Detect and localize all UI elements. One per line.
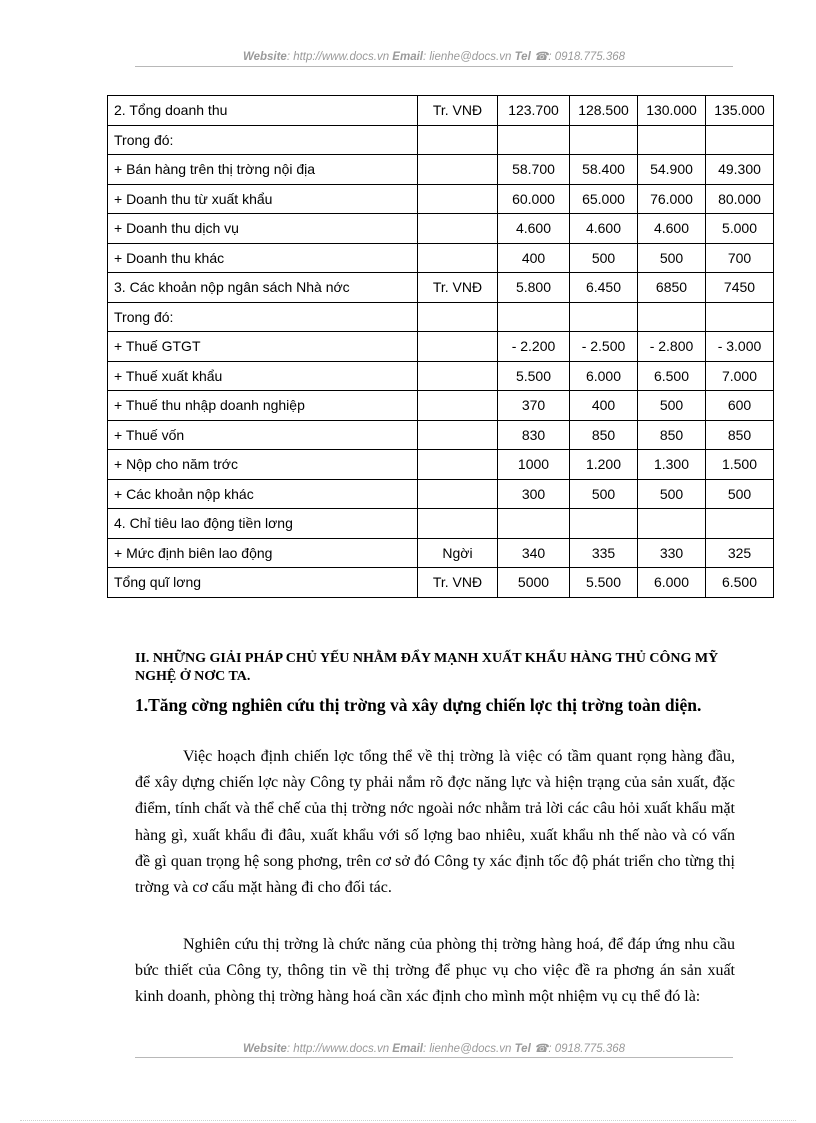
row-value: 5.800	[498, 273, 570, 303]
row-value: 54.900	[638, 155, 706, 185]
row-value: 850	[638, 420, 706, 450]
website-value[interactable]: : http://www.docs.vn	[286, 51, 390, 63]
paragraph-1: Việc hoạch định chiến lợc tổng thể về thị trờng là việc có tầm quant rọng hàng đầu, để xây dựng chiến lợc này Công ty phải nắm rõ đợc năng lực và hiện trạng của sản xuất, đặc điểm, tính chất và thể chế của thị trờng nớc ngoài nớc nhằm trả lời các câu hỏi xuất khẩu mặt hàng gì, xuất khẩu đi đâu, xuất khẩu với số lợng bao nhiêu, xuất khẩu nh thế nào và có vấn đề gì quan trọng hệ song phơng, trên cơ sở đó Công ty xác định tốc độ phát triển cho từng thị trờng và cơ cấu mặt hàng đi cho đối tác.	[135, 748, 735, 897]
row-value	[570, 125, 638, 155]
row-unit	[418, 125, 498, 155]
table-row	[108, 538, 774, 568]
table-row	[108, 125, 774, 155]
row-value: 6.000	[638, 568, 706, 598]
row-value: 6850	[638, 273, 706, 303]
row-value: 6.500	[638, 361, 706, 391]
row-label: + Các khoản nộp khác	[108, 479, 418, 509]
row-unit	[418, 214, 498, 244]
row-label: + Doanh thu dịch vụ	[108, 214, 418, 244]
row-value: 65.000	[570, 184, 638, 214]
tel-value: : 0918.775.368	[548, 51, 626, 63]
row-value: 49.300	[706, 155, 774, 185]
row-value	[706, 302, 774, 332]
row-unit	[418, 450, 498, 480]
page-footer	[135, 1041, 733, 1055]
row-value: 4.600	[570, 214, 638, 244]
row-value: 500	[638, 391, 706, 421]
row-value: 500	[638, 479, 706, 509]
website-label: Website	[242, 51, 287, 63]
table-row	[108, 302, 774, 332]
row-unit: Tr. VNĐ	[418, 96, 498, 126]
row-value: - 2.200	[498, 332, 570, 362]
footer-email-label: Email	[392, 1043, 423, 1055]
row-unit	[418, 361, 498, 391]
email-label: Email	[392, 51, 423, 63]
row-label: Trong đó:	[108, 302, 418, 332]
table-row	[108, 214, 774, 244]
row-value: 370	[498, 391, 570, 421]
row-value	[638, 302, 706, 332]
row-value: - 2.500	[570, 332, 638, 362]
footer-website-value[interactable]: : http://www.docs.vn	[286, 1043, 390, 1055]
row-label: 2. Tổng doanh thu	[108, 96, 418, 126]
row-unit	[418, 509, 498, 539]
row-value: 5.500	[498, 361, 570, 391]
row-value	[570, 509, 638, 539]
table-row	[108, 479, 774, 509]
row-label: 4. Chỉ tiêu lao động tiền lơng	[108, 509, 418, 539]
phone-icon: ☎	[533, 51, 549, 63]
row-label: + Nộp cho năm trớc	[108, 450, 418, 480]
row-value: 300	[498, 479, 570, 509]
row-value: 600	[706, 391, 774, 421]
row-value: 4.600	[638, 214, 706, 244]
row-value: 7.000	[706, 361, 774, 391]
row-value: 76.000	[638, 184, 706, 214]
phone-icon: ☎	[533, 1043, 549, 1055]
row-value: - 2.800	[638, 332, 706, 362]
table-row	[108, 155, 774, 185]
row-value: 123.700	[498, 96, 570, 126]
tel-label: Tel	[514, 51, 531, 63]
row-value: 58.700	[498, 155, 570, 185]
row-value: 700	[706, 243, 774, 273]
row-unit: Tr. VNĐ	[418, 273, 498, 303]
row-value: 5.500	[570, 568, 638, 598]
row-value: 128.500	[570, 96, 638, 126]
row-value	[638, 125, 706, 155]
row-value: 6.500	[706, 568, 774, 598]
row-unit	[418, 332, 498, 362]
table-row	[108, 332, 774, 362]
table-row	[108, 391, 774, 421]
table-row	[108, 450, 774, 480]
row-label: + Mức định biên lao động	[108, 538, 418, 568]
table-row	[108, 361, 774, 391]
email-value[interactable]: : lienhe@docs.vn	[422, 51, 512, 63]
row-value: 5000	[498, 568, 570, 598]
footer-website-label: Website	[242, 1043, 287, 1055]
table-row	[108, 96, 774, 126]
row-unit	[418, 479, 498, 509]
row-value: 340	[498, 538, 570, 568]
row-value: 4.600	[498, 214, 570, 244]
footer-tel-value: : 0918.775.368	[548, 1043, 626, 1055]
table-row	[108, 509, 774, 539]
row-value: 6.000	[570, 361, 638, 391]
row-value: 1000	[498, 450, 570, 480]
row-label: Trong đó:	[108, 125, 418, 155]
section-heading: II. NHỮNG GIẢI PHÁP CHỦ YẾU NHẰM ĐẨY MẠNH XUẤT KHẨU HÀNG THỦ CÔNG MỸ NGHỆ Ở NƠC TA.	[135, 651, 719, 684]
row-value: 500	[638, 243, 706, 273]
financial-table	[107, 95, 774, 598]
row-value: 335	[570, 538, 638, 568]
row-value: 330	[638, 538, 706, 568]
row-unit: Ngời	[418, 538, 498, 568]
row-value	[706, 509, 774, 539]
table-row	[108, 420, 774, 450]
row-label: + Thuế xuất khẩu	[108, 361, 418, 391]
row-value	[706, 125, 774, 155]
row-label: + Doanh thu khác	[108, 243, 418, 273]
row-value: 7450	[706, 273, 774, 303]
row-value	[570, 302, 638, 332]
row-label: 3. Các khoản nộp ngân sách Nhà nớc	[108, 273, 418, 303]
page-break-line	[20, 1120, 796, 1121]
row-value: 1.300	[638, 450, 706, 480]
footer-rule	[135, 1057, 733, 1058]
row-label: + Bán hàng trên thị trờng nội địa	[108, 155, 418, 185]
row-value: 60.000	[498, 184, 570, 214]
row-value: 400	[498, 243, 570, 273]
row-unit: Tr. VNĐ	[418, 568, 498, 598]
row-unit	[418, 391, 498, 421]
row-value	[498, 302, 570, 332]
row-unit	[418, 302, 498, 332]
row-value: 400	[570, 391, 638, 421]
row-value: 5.000	[706, 214, 774, 244]
row-value: 130.000	[638, 96, 706, 126]
row-value: 80.000	[706, 184, 774, 214]
table-row	[108, 243, 774, 273]
row-value: 1.200	[570, 450, 638, 480]
table-row	[108, 273, 774, 303]
header-rule	[135, 66, 733, 67]
row-label: + Thuế GTGT	[108, 332, 418, 362]
footer-tel-label: Tel	[514, 1043, 531, 1055]
row-value: 500	[570, 243, 638, 273]
footer-email-value[interactable]: : lienhe@docs.vn	[422, 1043, 512, 1055]
row-value: 830	[498, 420, 570, 450]
row-label: + Thuế thu nhập doanh nghiệp	[108, 391, 418, 421]
row-value: 1.500	[706, 450, 774, 480]
row-value: - 3.000	[706, 332, 774, 362]
table-row	[108, 184, 774, 214]
row-value: 135.000	[706, 96, 774, 126]
row-value: 850	[570, 420, 638, 450]
subsection-heading: 1.Tăng cờng nghiên cứu thị trờng và xây dựng chiến lợc thị trờng toàn diện.	[135, 695, 702, 715]
row-label: + Doanh thu từ xuất khẩu	[108, 184, 418, 214]
row-label: Tổng quĩ lơng	[108, 568, 418, 598]
row-value: 6.450	[570, 273, 638, 303]
row-value: 850	[706, 420, 774, 450]
row-value	[498, 125, 570, 155]
page-header	[135, 49, 733, 63]
row-unit	[418, 243, 498, 273]
paragraph-2: Nghiên cứu thị trờng là chức năng của phòng thị trờng hàng hoá, để đáp ứng nhu cầu bức thiết của Công ty, thông tin về thị trờng để phục vụ cho việc đề ra phơng án sản xuất kinh doanh, phòng thị trờng hàng hoá cần xác định cho mình một nhiệm vụ cụ thể đó là:	[135, 936, 735, 1006]
row-unit	[418, 420, 498, 450]
row-value: 500	[706, 479, 774, 509]
table-row	[108, 568, 774, 598]
row-value: 500	[570, 479, 638, 509]
row-value	[498, 509, 570, 539]
row-value: 58.400	[570, 155, 638, 185]
row-unit	[418, 184, 498, 214]
row-value	[638, 509, 706, 539]
row-label: + Thuế vốn	[108, 420, 418, 450]
row-unit	[418, 155, 498, 185]
row-value: 325	[706, 538, 774, 568]
